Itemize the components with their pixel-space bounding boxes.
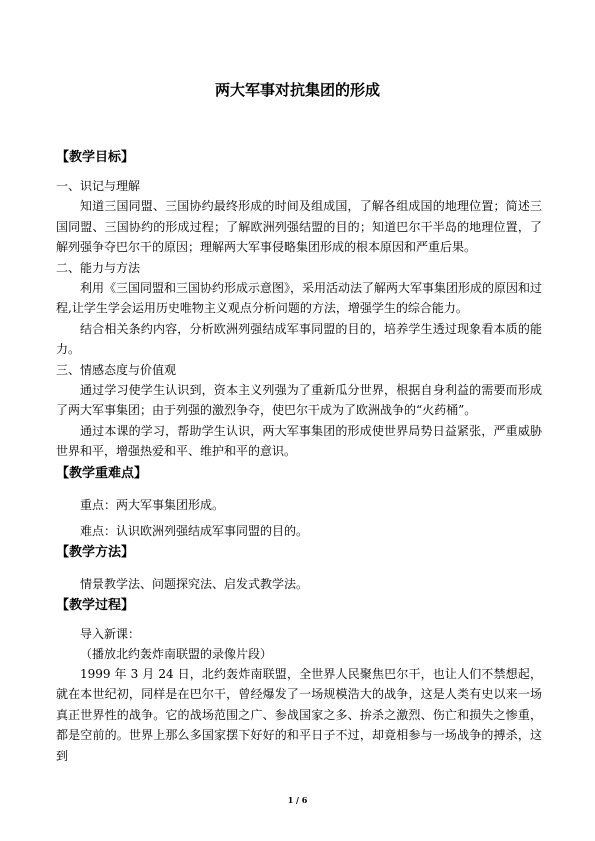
objectives-part1-paragraph: 知道三国同盟、三国协约最终形成的时间及组成国，了解各组成国的地理位置；简述三国同盟、三国协约的形成过程；了解欧洲列强结盟的目的；知道巴尔干半岛的地理位置，了解列强争夺巴尔干的原因；理解两大军事侵略集团形成的根本原因和严重后果。	[56, 199, 542, 254]
objectives-part2-paragraph-1: 利用《三国同盟和三国协约形成示意图》，采用活动法了解两大军事集团形成的原因和过程,让学生学会运用历史唯物主义观点分析问题的方法，增强学生的综合能力。	[56, 280, 543, 315]
section-heading-key-points: 【教学重难点】	[56, 465, 148, 481]
key-point-difficulty: 难点：认识欧洲列强结成军事同盟的目的。	[80, 523, 309, 538]
key-point-focus: 重点：两大军事集团形成。	[80, 497, 225, 512]
objectives-part3-paragraph-1: 通过学习使学生认识到，资本主义列强为了重新瓜分世界，根据自身利益的需要而形成了两大军事集团；由于列强的激烈争夺，使巴尔干成为了欧洲战争的“火药桶”。	[56, 382, 542, 417]
objectives-part3-paragraph-2: 通过本课的学习，帮助学生认识，两大军事集团的形成使世界局势日益紧张，严重威胁世界和平，增强热爱和平、维护和平的意识。	[56, 423, 542, 458]
objectives-part2-paragraph-2: 结合相关条约内容，分析欧洲列强结成军事同盟的目的，培养学生透过现象看本质的能力。	[56, 321, 542, 356]
document-body	[56, 146, 542, 766]
section-heading-objectives: 【教学目标】	[56, 150, 135, 165]
objectives-part2-heading: 二、能力与方法	[56, 260, 141, 275]
document-title: 两大军事对抗集团的形成	[214, 81, 380, 99]
process-intro: 导入新课：	[80, 626, 141, 641]
process-paragraph: 1999 年 3 月 24 日，北约轰炸南联盟，全世界人民聚焦巴尔干，也让人们不禁想起，就在本世纪初，同样是在巴尔干，曾经爆发了一场规模浩大的战争，这是人类有史以来一场真正世界性的战争。它的战场范围之广、参战国家之多、拚杀之激烈、伤亡和损失之惨重，都是空前的。世界上那么多国家摆下好好的和平日子不过，却竟相参与一场战争的搏杀，这到	[56, 666, 542, 763]
objectives-part3-heading: 三、情感态度与价值观	[56, 362, 177, 377]
section-heading-methods: 【教学方法】	[56, 544, 135, 560]
page-number: 1 / 6	[287, 795, 308, 805]
objectives-part1-heading: 一、识记与理解	[56, 179, 141, 193]
methods-text: 情景教学法、问题探究法、启发式教学法。	[80, 576, 309, 591]
process-note: （播放北约轰炸南联盟的录像片段）	[80, 646, 273, 661]
section-heading-process: 【教学过程】	[56, 597, 135, 613]
